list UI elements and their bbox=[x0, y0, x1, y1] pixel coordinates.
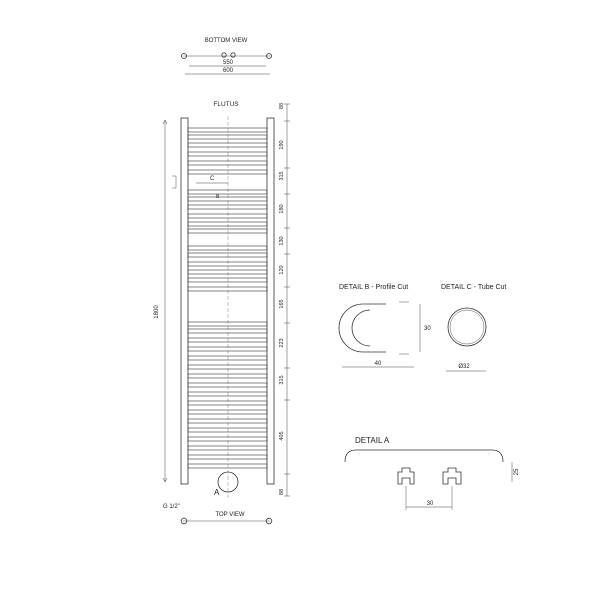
cross-bar bbox=[188, 401, 267, 405]
front-view bbox=[154, 101, 290, 500]
cross-bar bbox=[188, 464, 267, 468]
cross-bar bbox=[188, 135, 267, 139]
detail-b-title: DETAIL B - Profile Cut bbox=[339, 284, 409, 291]
cross-bar bbox=[188, 437, 267, 441]
detail-a-outline bbox=[345, 450, 503, 462]
cross-bar bbox=[188, 322, 267, 326]
detail-a bbox=[345, 436, 520, 510]
detail-b-height: 30 bbox=[424, 326, 431, 332]
cross-bar bbox=[188, 222, 267, 226]
callout-c: C bbox=[210, 176, 215, 182]
dimension-label: 315 bbox=[279, 171, 285, 181]
cross-bar bbox=[188, 170, 267, 174]
detail-a-fitting-left bbox=[398, 468, 414, 484]
cross-bar bbox=[188, 455, 267, 459]
cross-bar bbox=[188, 392, 267, 396]
detail-c-tube-outer bbox=[448, 308, 486, 346]
cross-bar bbox=[188, 161, 267, 165]
cross-bar bbox=[188, 270, 267, 274]
dimension-label: 88 bbox=[279, 102, 285, 110]
cross-bar bbox=[188, 338, 267, 342]
bottom-view-dim-inner: 550 bbox=[222, 60, 234, 66]
bottom-view bbox=[182, 38, 272, 74]
dimension-label: 180 bbox=[279, 204, 285, 214]
cross-bar bbox=[188, 374, 267, 378]
top-view bbox=[163, 504, 272, 524]
top-view-title: TOP VIEW bbox=[215, 512, 245, 518]
detail-a-title: DETAIL A bbox=[355, 436, 390, 445]
cross-bar bbox=[188, 214, 267, 218]
cross-bar bbox=[188, 365, 267, 369]
cross-bar bbox=[188, 419, 267, 423]
connection-label: G 1/2" bbox=[163, 504, 180, 510]
cross-bar bbox=[188, 428, 267, 432]
dimension-label: 315 bbox=[279, 375, 285, 385]
cross-bar bbox=[188, 253, 267, 257]
cross-bar bbox=[188, 287, 267, 291]
cross-bar bbox=[188, 347, 267, 351]
detail-c-tube-inner bbox=[450, 310, 484, 344]
cross-bars bbox=[188, 128, 267, 468]
dimension-label: 223 bbox=[279, 338, 285, 348]
bottom-view-pipe-left bbox=[222, 53, 226, 57]
cross-bar bbox=[188, 205, 267, 209]
callout-b: B bbox=[216, 194, 220, 200]
cross-bar bbox=[188, 152, 267, 156]
cross-bar bbox=[188, 278, 267, 282]
detail-a-spacing: 30 bbox=[426, 501, 434, 507]
cross-bar bbox=[188, 356, 267, 360]
cross-bar bbox=[188, 410, 267, 414]
dimension-label: 165 bbox=[279, 299, 285, 309]
overall-height-dim: 1800 bbox=[154, 305, 160, 319]
dimension-label: 190 bbox=[279, 140, 285, 150]
cross-bar bbox=[188, 190, 267, 194]
detail-a-fitting-right bbox=[443, 468, 461, 484]
detail-c-title: DETAIL C - Tube Cut bbox=[441, 284, 507, 291]
dimension-label: 405 bbox=[279, 431, 285, 441]
right-dimension-chain bbox=[279, 103, 290, 496]
dimension-label: 88 bbox=[279, 488, 285, 496]
detail-c-diameter: Ø32 bbox=[458, 364, 470, 370]
cross-bar bbox=[188, 383, 267, 387]
detail-a-height: 25 bbox=[514, 468, 520, 476]
right-rail bbox=[267, 118, 274, 484]
detail-b-width: 40 bbox=[374, 361, 382, 367]
detail-c bbox=[441, 284, 506, 371]
bottom-view-title: BOTTOM VIEW bbox=[204, 38, 248, 44]
dimension-label: 130 bbox=[279, 236, 285, 246]
cross-bar bbox=[188, 128, 267, 132]
dimension-label: 120 bbox=[279, 265, 285, 275]
front-view-label: FLUTUS bbox=[213, 101, 239, 108]
cross-bar bbox=[188, 446, 267, 450]
cross-bar bbox=[188, 329, 267, 333]
detail-b bbox=[339, 284, 431, 367]
cross-bar bbox=[188, 197, 267, 201]
bottom-view-pipe-right bbox=[231, 53, 235, 57]
cross-bar bbox=[188, 262, 267, 266]
cross-bar bbox=[188, 143, 267, 147]
cross-bar bbox=[188, 246, 267, 250]
callout-a: A bbox=[214, 488, 220, 497]
cross-bar bbox=[188, 229, 267, 233]
left-rail bbox=[181, 118, 188, 484]
bottom-view-dim-outer: 600 bbox=[222, 68, 234, 74]
